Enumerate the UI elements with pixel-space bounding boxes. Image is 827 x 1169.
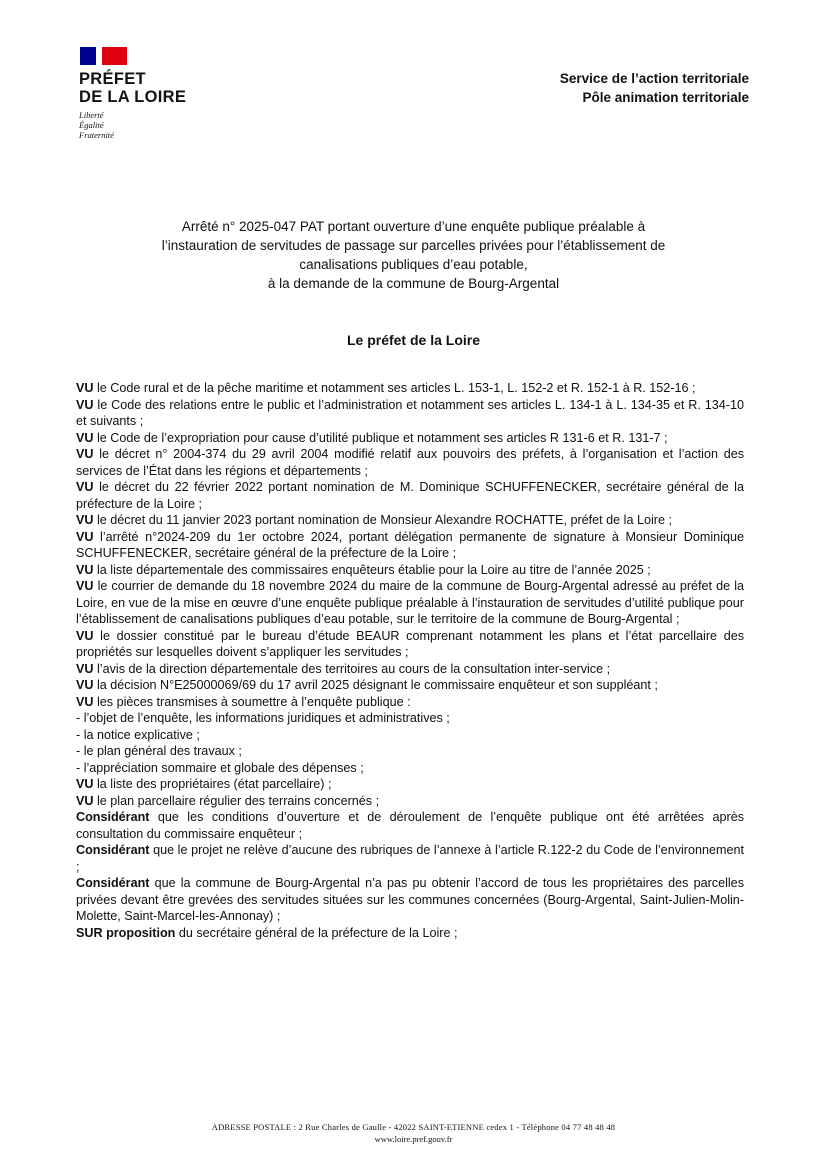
paragraph-text: le Code rural et de la pêche maritime et notamment ses articles L. 153-1, L. 152-2 et R. 152-1 à R. 152-16 ;	[93, 381, 696, 395]
footer-address: ADRESSE POSTALE : 2 Rue Charles de Gaulle - 42022 SAINT-ETIENNE cedex 1 - Téléphone 04 77 48 48 48	[211, 1122, 616, 1132]
paragraph-lead: VU	[76, 694, 94, 709]
decree-paragraph	[76, 809, 744, 842]
paragraph-lead: VU	[76, 381, 94, 395]
paragraph-text: du secrétaire général de la préfecture de la Loire ;	[175, 925, 458, 940]
paragraph-text: - l’objet de l’enquête, les informations juridiques et administratives ;	[76, 711, 450, 725]
paragraph-text: le décret n° 2004-374 du 29 avril 2004 modifié relatif aux pouvoirs des préfets, à l’organisation et l’action des services de l’État dans les régions et départements ;	[76, 447, 744, 478]
decree-paragraph	[76, 562, 744, 579]
motto-liberte: Liberté	[79, 110, 104, 120]
paragraph-text: les pièces transmises à soumettre à l’enquête publique :	[93, 694, 411, 709]
paragraph-text: - l’appréciation sommaire et globale des dépenses ;	[76, 760, 364, 775]
paragraph-lead: Considérant	[76, 876, 150, 890]
paragraph-lead: VU	[76, 447, 94, 461]
paragraph-lead: VU	[76, 480, 94, 494]
paragraph-lead: VU	[76, 397, 94, 412]
decree-paragraph	[76, 661, 744, 678]
title-line: à la demande de la commune de Bourg-Argental	[267, 276, 560, 291]
paragraph-lead: VU	[76, 628, 94, 643]
paragraph-text: la liste départementale des commissaires enquêteurs établie pour la Loire au titre de l’année 2025 ;	[93, 562, 651, 577]
footer-website: www.loire.pref.gouv.fr	[374, 1134, 453, 1144]
decree-paragraph	[76, 479, 744, 512]
decree-paragraph	[76, 628, 744, 661]
paragraph-lead: VU	[76, 661, 94, 676]
decree-paragraph	[76, 512, 744, 529]
logo-line-1: PRÉFET	[79, 70, 146, 88]
decree-paragraph	[76, 578, 744, 628]
motto-egalite: Égalité	[79, 120, 104, 130]
paragraph-lead: VU	[76, 529, 94, 544]
decree-paragraph	[76, 925, 744, 942]
paragraph-lead: Considérant	[76, 810, 150, 824]
paragraph-text: le Code des relations entre le public et l’administration et notamment ses articles L. 134-1 à L. 134-35 et R. 134-10 et suivants ;	[76, 397, 744, 428]
decree-paragraph	[76, 743, 744, 760]
paragraph-text: que le projet ne relève d’aucune des rubriques de l’annexe à l’article R.122-2 du Code de l’environnement ;	[76, 843, 744, 874]
prefect-heading: Le préfet de la Loire	[346, 332, 481, 348]
paragraph-lead: VU	[76, 513, 94, 527]
decree-paragraph	[76, 710, 744, 727]
motto-fraternite: Fraternité	[79, 130, 114, 140]
paragraph-text: la liste des propriétaires (état parcellaire) ;	[93, 777, 332, 791]
page-footer	[0, 1121, 827, 1145]
service-line-1: Service de l’action territoriale	[559, 71, 749, 86]
decree-paragraph	[76, 677, 744, 694]
republic-motto	[79, 110, 186, 140]
paragraph-text: le décret du 22 février 2022 portant nomination de M. Dominique SCHUFFENECKER, secrétaire général de la préfecture de la Loire ;	[76, 480, 744, 511]
decree-paragraph	[76, 842, 744, 875]
flag-blue-stripe	[80, 47, 96, 65]
paragraph-lead: SUR proposition	[76, 925, 176, 940]
title-line: Arrêté n° 2025-047 PAT portant ouverture d’une enquête publique préalable à	[181, 219, 646, 234]
logo-line-2: DE LA LOIRE	[79, 88, 187, 106]
republic-flag-logo	[80, 47, 127, 65]
decree-title	[60, 217, 767, 293]
decree-paragraph	[76, 793, 744, 810]
paragraph-text: le plan parcellaire régulier des terrains concernés ;	[93, 793, 380, 808]
paragraph-text: - le plan général des travaux ;	[76, 744, 242, 758]
paragraph-lead: VU	[76, 430, 94, 445]
title-line: l’instauration de servitudes de passage sur parcelles privées pour l’établissement de	[161, 238, 666, 253]
service-line-2: Pôle animation territoriale	[582, 90, 749, 105]
decree-paragraph	[76, 529, 744, 562]
decree-paragraph	[76, 380, 744, 397]
paragraph-text: que la commune de Bourg-Argental n’a pas pu obtenir l’accord de tous les propriétaires des parcelles privées devant être grevées des servitudes situées sur les communes concernées (Bourg-Argental, Saint-Julien-Molin-Molette, Saint-Marcel-les-Annonay) ;	[76, 876, 744, 923]
paragraph-lead: Considérant	[76, 843, 150, 857]
paragraph-text: le dossier constitué par le bureau d’étude BEAUR comprenant notamment les plans et l’état parcellaire des propriétés sur lesquelles doivent s’appliquer les servitudes ;	[76, 628, 744, 659]
paragraph-text: l’arrêté n°2024-209 du 1er octobre 2024, portant délégation permanente de signature à Monsieur Dominique SCHUFFENECKER, secrétaire général de la préfecture de la Loire ;	[76, 529, 744, 560]
decree-paragraph	[76, 776, 744, 793]
paragraph-text: que les conditions d’ouverture et de déroulement de l’enquête publique ont été arrêtées après consultation du commissaire enquêteur ;	[76, 810, 744, 841]
decree-body	[76, 380, 744, 941]
decree-paragraph	[76, 446, 744, 479]
service-header	[560, 69, 749, 107]
paragraph-lead: VU	[76, 793, 94, 808]
paragraph-text: la décision N°E25000069/69 du 17 avril 2025 désignant le commissaire enquêteur et son suppléant ;	[93, 678, 658, 692]
decree-paragraph	[76, 694, 744, 711]
prefecture-logo-block	[79, 70, 186, 140]
paragraph-text: le Code de l’expropriation pour cause d’utilité publique et notamment ses articles R 131-6 et R. 131-7 ;	[93, 430, 668, 445]
title-line: canalisations publiques d’eau potable,	[299, 257, 528, 272]
decree-paragraph	[76, 875, 744, 925]
decree-paragraph	[76, 727, 744, 744]
decree-paragraph	[76, 760, 744, 777]
decree-paragraph	[76, 430, 744, 447]
paragraph-lead: VU	[76, 579, 94, 593]
paragraph-lead: VU	[76, 777, 94, 791]
paragraph-text: le décret du 11 janvier 2023 portant nomination de Monsieur Alexandre ROCHATTE, préfet de la Loire ;	[93, 513, 672, 527]
paragraph-text: - la notice explicative ;	[76, 727, 200, 742]
paragraph-text: l’avis de la direction départementale des territoires au cours de la consultation inter-service ;	[93, 661, 611, 676]
paragraph-text: le courrier de demande du 18 novembre 2024 du maire de la commune de Bourg-Argental adressé au préfet de la Loire, en vue de la mise en œuvre d’une enquête publique préalable à l’instauration de servitudes d’utilité publique pour l’établissement de canalisations publiques d’eau potable, sur le territoire de la commune de Bourg-Argental ;	[76, 579, 744, 626]
paragraph-lead: VU	[76, 678, 94, 692]
paragraph-lead: VU	[76, 562, 94, 577]
flag-red-stripe	[102, 47, 127, 65]
decree-paragraph	[76, 397, 744, 430]
